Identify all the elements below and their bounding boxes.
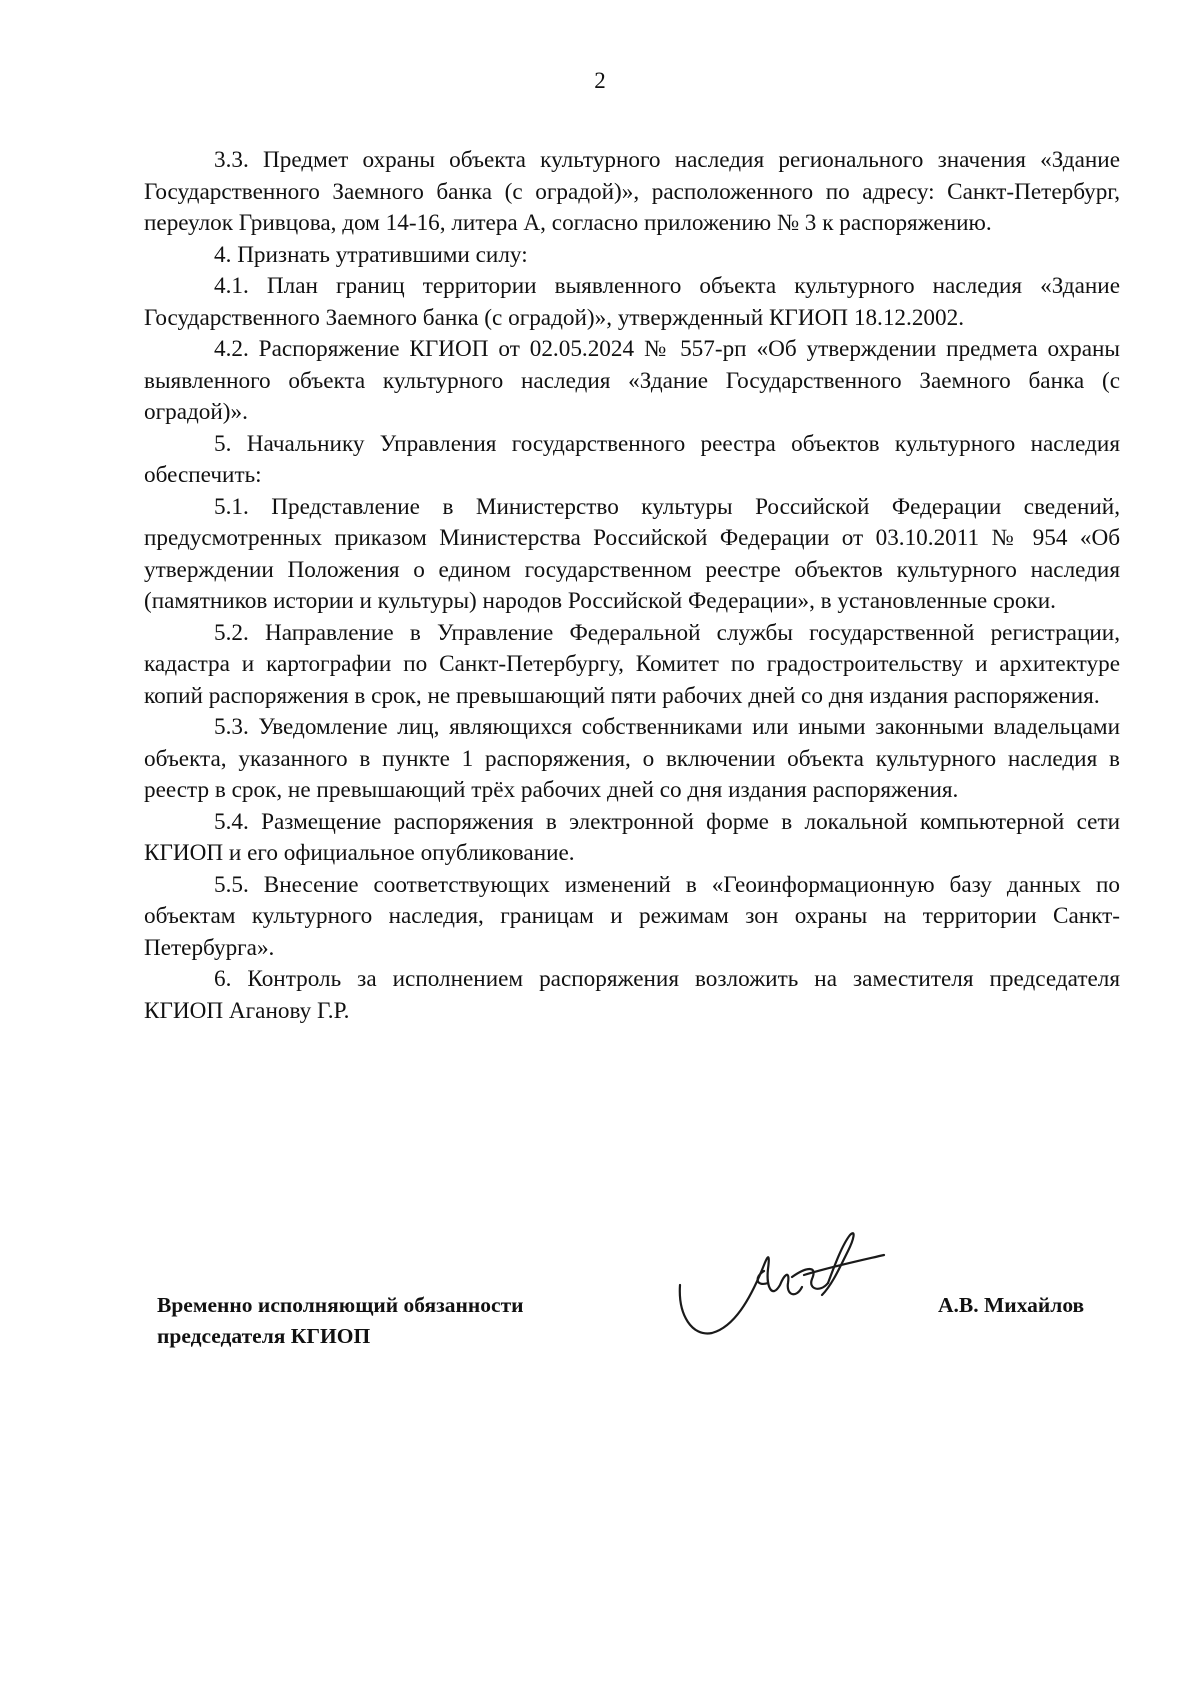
handwritten-signature-icon (672, 1225, 912, 1355)
paragraph-5-2: 5.2. Направление в Управление Федеральной службы государственной регистрации, кадастра и картографии по Санкт-Петербургу, Комитет по градостроительству и архитектуре копий распоряжения в срок, не превышающий пяти рабочих дней со дня издания распоряжения. (144, 619, 1120, 709)
paragraph-5: 5. Начальнику Управления государственного реестра объектов культурного наследия обеспечить: (144, 430, 1120, 488)
page-number: 2 (594, 68, 606, 93)
signer-title-line-1: Временно исполняющий обязанности (157, 1293, 524, 1317)
signer-title-line-2: председателя КГИОП (157, 1324, 371, 1348)
paragraph-5-4: 5.4. Размещение распоряжения в электронной форме в локальной компьютерной сети КГИОП и его официальное опубликование. (144, 808, 1120, 866)
signer-title (157, 1290, 524, 1352)
paragraph-4-2: 4.2. Распоряжение КГИОП от 02.05.2024 № 557-рп «Об утверждении предмета охраны выявленного объекта культурного наследия «Здание Государственного Заемного банка (с оградой)». (144, 336, 1120, 425)
signer-name: А.В. Михайлов (938, 1293, 1085, 1317)
paragraph-6: 6. Контроль за исполнением распоряжения возложить на заместителя председателя КГИОП Аганову Г.Р. (144, 966, 1120, 1024)
document-body (144, 145, 1120, 1027)
paragraph-5-3: 5.3. Уведомление лиц, являющихся собственниками или иными законными владельцами объекта, указанного в пункте 1 распоряжения, о включении объекта культурного наследия в реестр в срок, не превышающий трёх рабочих дней со дня издания распоряжения. (144, 714, 1120, 803)
paragraph-5-1: 5.1. Представление в Министерство культуры Российской Федерации сведений, предусмотренных приказом Министерства Российской Федерации от 03.10.2011 № 954 «Об утверждении Положения о едином государственном реестре объектов культурного наследия (памятников истории и культуры) народов Российской Федерации», в установленные сроки. (144, 493, 1120, 614)
paragraph-4: 4. Признать утратившими силу: (214, 241, 528, 268)
paragraph-3-3: 3.3. Предмет охраны объекта культурного наследия регионального значения «Здание Государственного Заемного банка (с оградой)», расположенного по адресу: Санкт-Петербург, переулок Гривцова, дом 14-16, литера А, согласно приложению № 3 к распоряжению. (144, 147, 1120, 236)
paragraph-5-5: 5.5. Внесение соответствующих изменений в «Геоинформационную базу данных по объектам культурного наследия, границам и режимам зон охраны на территории Санкт-Петербурга». (144, 871, 1120, 961)
paragraph-4-1: 4.1. План границ территории выявленного объекта культурного наследия «Здание Государственного Заемного банка (с оградой)», утвержденный КГИОП 18.12.2002. (144, 273, 1120, 331)
